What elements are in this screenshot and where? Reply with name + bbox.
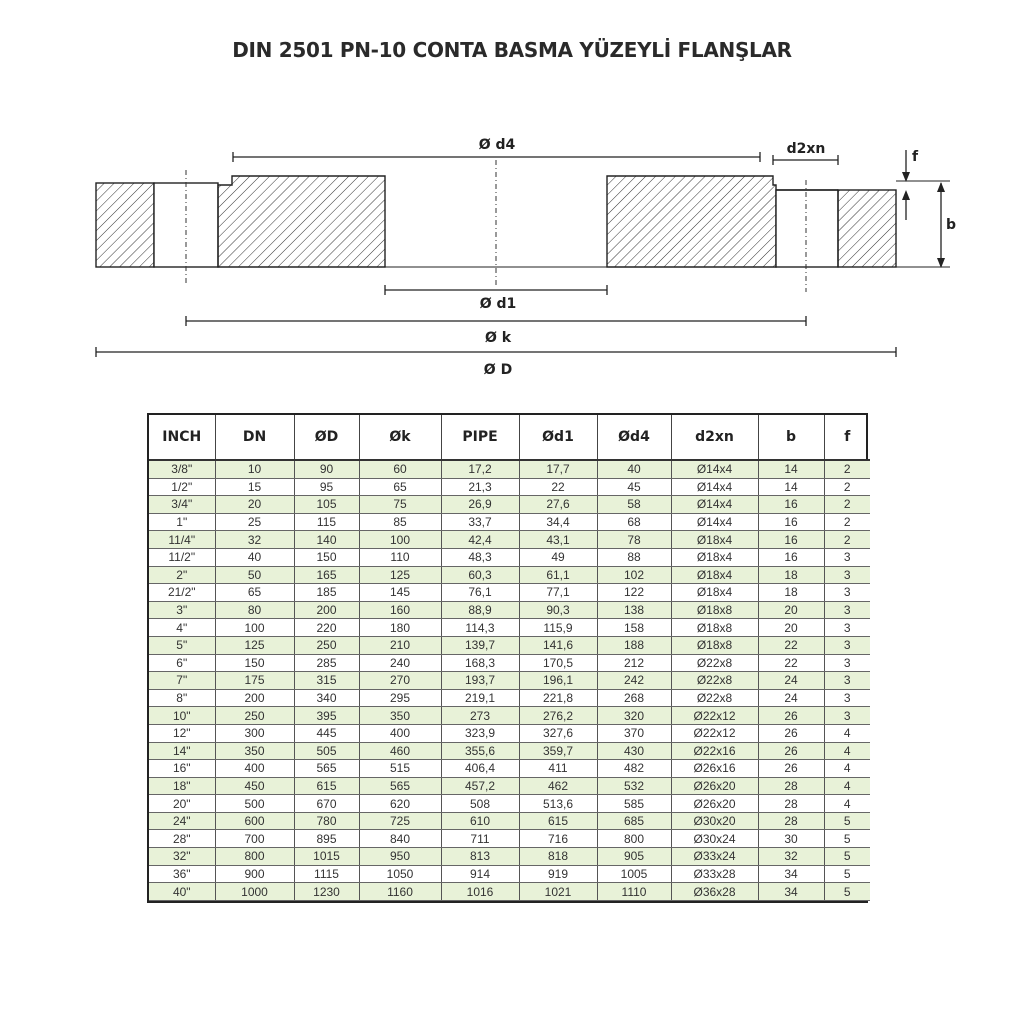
table-cell: 40 [597,460,671,478]
table-cell: 34 [758,883,824,901]
table-cell: 18" [149,777,215,795]
table-cell: 185 [294,584,359,602]
table-cell: 27,6 [519,496,597,514]
table-cell: 615 [294,777,359,795]
table-cell: 61,1 [519,566,597,584]
table-cell: 150 [294,548,359,566]
flange-dimensions-table-container [147,413,868,903]
table-cell: 140 [294,531,359,549]
table-cell: 4 [824,724,870,742]
table-cell: 800 [597,830,671,848]
table-cell: 60 [359,460,441,478]
table-cell: 180 [359,619,441,637]
table-cell: 26 [758,724,824,742]
table-cell: 196,1 [519,672,597,690]
table-cell: 170,5 [519,654,597,672]
label-D: Ø D [483,362,513,378]
table-row [149,742,870,760]
table-cell: 28 [758,812,824,830]
table-cell: Ø33x28 [671,865,758,883]
table-cell: 141,6 [519,636,597,654]
table-cell: 895 [294,830,359,848]
table-cell: 95 [294,478,359,496]
table-cell: 125 [359,566,441,584]
table-cell: 34 [758,865,824,883]
table-cell: Ø26x20 [671,777,758,795]
table-cell: 813 [441,848,519,866]
column-header: b [758,415,824,460]
table-cell: 615 [519,812,597,830]
table-cell: 122 [597,584,671,602]
table-cell: 200 [294,601,359,619]
table-cell: 145 [359,584,441,602]
table-row [149,496,870,514]
table-cell: 2 [824,531,870,549]
table-cell: 565 [359,777,441,795]
table-row [149,566,870,584]
column-header: f [824,415,870,460]
table-cell: 7" [149,672,215,690]
table-cell: Ø18x8 [671,619,758,637]
table-cell: 2 [824,478,870,496]
table-cell: 200 [215,689,294,707]
table-cell: 4" [149,619,215,637]
table-cell: 21/2" [149,584,215,602]
table-cell: 919 [519,865,597,883]
table-cell: 3/4" [149,496,215,514]
table-cell: 600 [215,812,294,830]
table-cell: Ø14x4 [671,460,758,478]
table-cell: 85 [359,513,441,531]
table-cell: Ø14x4 [671,478,758,496]
table-cell: 1021 [519,883,597,901]
table-cell: 24" [149,812,215,830]
label-d1: Ø d1 [479,296,517,312]
table-cell: 276,2 [519,707,597,725]
table-cell: 340 [294,689,359,707]
table-cell: 100 [359,531,441,549]
table-row [149,689,870,707]
table-cell: 4 [824,742,870,760]
table-cell: 88,9 [441,601,519,619]
table-cell: 315 [294,672,359,690]
table-cell: 4 [824,777,870,795]
table-cell: 115 [294,513,359,531]
table-cell: 22 [519,478,597,496]
table-cell: 45 [597,478,671,496]
table-cell: 5 [824,883,870,901]
table-cell: 840 [359,830,441,848]
table-cell: 370 [597,724,671,742]
table-cell: 16 [758,496,824,514]
table-cell: Ø22x8 [671,672,758,690]
table-cell: 34,4 [519,513,597,531]
table-cell: Ø18x4 [671,566,758,584]
table-cell: 1160 [359,883,441,901]
label-d2xn: d2xn [786,141,826,157]
table-cell: 2 [824,460,870,478]
table-cell: 685 [597,812,671,830]
table-cell: 3" [149,601,215,619]
table-cell: 8" [149,689,215,707]
table-cell: 1110 [597,883,671,901]
table-cell: 50 [215,566,294,584]
table-cell: 32 [758,848,824,866]
flange-dimensions-table [149,415,870,901]
table-cell: 2 [824,513,870,531]
table-cell: Ø22x8 [671,689,758,707]
table-cell: 268 [597,689,671,707]
table-row [149,830,870,848]
table-row [149,460,870,478]
table-cell: Ø22x12 [671,707,758,725]
table-cell: 515 [359,760,441,778]
table-cell: 273 [441,707,519,725]
table-row [149,795,870,813]
table-cell: 3 [824,689,870,707]
table-cell: 76,1 [441,584,519,602]
table-cell: 2 [824,496,870,514]
table-cell: 270 [359,672,441,690]
table-cell: 585 [597,795,671,813]
table-cell: 110 [359,548,441,566]
table-cell: 950 [359,848,441,866]
table-cell: 16 [758,548,824,566]
table-header-row [149,415,870,460]
table-cell: 14" [149,742,215,760]
table-row [149,707,870,725]
table-cell: 125 [215,636,294,654]
table-cell: 40" [149,883,215,901]
label-f: f [912,149,919,165]
table-cell: 5 [824,865,870,883]
table-cell: 24 [758,689,824,707]
table-row [149,865,870,883]
table-cell: 295 [359,689,441,707]
table-cell: 33,7 [441,513,519,531]
table-row [149,883,870,901]
table-cell: 818 [519,848,597,866]
table-cell: Ø30x24 [671,830,758,848]
table-cell: 42,4 [441,531,519,549]
table-cell: 355,6 [441,742,519,760]
table-cell: Ø26x20 [671,795,758,813]
column-header: Ød4 [597,415,671,460]
table-cell: 4 [824,795,870,813]
table-cell: 115,9 [519,619,597,637]
table-cell: 26 [758,742,824,760]
table-cell: 700 [215,830,294,848]
table-cell: 12" [149,724,215,742]
table-cell: 16" [149,760,215,778]
table-row [149,672,870,690]
table-cell: 28 [758,777,824,795]
table-cell: 285 [294,654,359,672]
table-cell: 3 [824,654,870,672]
table-cell: 43,1 [519,531,597,549]
table-row [149,548,870,566]
table-cell: Ø33x24 [671,848,758,866]
table-cell: Ø22x12 [671,724,758,742]
table-cell: Ø18x8 [671,636,758,654]
table-cell: 711 [441,830,519,848]
table-cell: 14 [758,460,824,478]
table-cell: 40 [215,548,294,566]
table-cell: 20" [149,795,215,813]
table-cell: 90 [294,460,359,478]
table-row [149,848,870,866]
table-row [149,584,870,602]
table-cell: 220 [294,619,359,637]
table-cell: 240 [359,654,441,672]
table-cell: 58 [597,496,671,514]
table-cell: 3 [824,601,870,619]
column-header: ØD [294,415,359,460]
table-cell: 49 [519,548,597,566]
table-cell: 780 [294,812,359,830]
column-header: PIPE [441,415,519,460]
table-cell: 1115 [294,865,359,883]
table-cell: Ø18x4 [671,548,758,566]
table-cell: 3 [824,707,870,725]
table-cell: 25 [215,513,294,531]
table-cell: 800 [215,848,294,866]
table-cell: 3 [824,636,870,654]
table-cell: Ø18x8 [671,601,758,619]
table-cell: 482 [597,760,671,778]
table-cell: 460 [359,742,441,760]
table-cell: 65 [215,584,294,602]
table-cell: 78 [597,531,671,549]
table-cell: Ø18x4 [671,584,758,602]
table-cell: 359,7 [519,742,597,760]
table-cell: 10 [215,460,294,478]
column-header: DN [215,415,294,460]
table-cell: 22 [758,654,824,672]
table-cell: 165 [294,566,359,584]
label-b: b [946,217,957,233]
page-title: DIN 2501 PN-10 CONTA BASMA YÜZEYLİ FLANŞLAR [232,38,792,62]
table-cell: 3 [824,548,870,566]
table-cell: 716 [519,830,597,848]
table-cell: 500 [215,795,294,813]
table-cell: 250 [215,707,294,725]
table-cell: 350 [215,742,294,760]
table-cell: 17,2 [441,460,519,478]
table-cell: 26,9 [441,496,519,514]
table-cell: 26 [758,707,824,725]
table-cell: 565 [294,760,359,778]
table-cell: 16 [758,513,824,531]
table-cell: 221,8 [519,689,597,707]
table-cell: 193,7 [441,672,519,690]
label-k: Ø k [484,330,512,346]
table-cell: 462 [519,777,597,795]
table-row [149,619,870,637]
column-header: Ød1 [519,415,597,460]
table-cell: 102 [597,566,671,584]
table-cell: Ø14x4 [671,496,758,514]
table-cell: 36" [149,865,215,883]
table-cell: 6" [149,654,215,672]
table-cell: 30 [758,830,824,848]
table-cell: 28 [758,795,824,813]
table-cell: 300 [215,724,294,742]
table-cell: 3 [824,584,870,602]
column-header: Øk [359,415,441,460]
table-cell: 3 [824,672,870,690]
table-cell: Ø26x16 [671,760,758,778]
table-cell: 65 [359,478,441,496]
table-cell: 1016 [441,883,519,901]
table-cell: 3 [824,566,870,584]
table-cell: 327,6 [519,724,597,742]
column-header: INCH [149,415,215,460]
table-cell: 17,7 [519,460,597,478]
table-cell: 11/2" [149,548,215,566]
table-cell: 10" [149,707,215,725]
label-d4: Ø d4 [478,137,516,153]
table-cell: 68 [597,513,671,531]
table-cell: 16 [758,531,824,549]
table-cell: 620 [359,795,441,813]
table-cell: Ø22x8 [671,654,758,672]
table-cell: 80 [215,601,294,619]
table-cell: Ø30x20 [671,812,758,830]
table-row [149,777,870,795]
table-cell: 350 [359,707,441,725]
table-cell: 24 [758,672,824,690]
table-cell: 320 [597,707,671,725]
table-cell: 158 [597,619,671,637]
table-cell: 11/4" [149,531,215,549]
table-cell: 75 [359,496,441,514]
table-cell: 1005 [597,865,671,883]
table-cell: Ø36x28 [671,883,758,901]
table-cell: 105 [294,496,359,514]
table-cell: 3 [824,619,870,637]
table-cell: 250 [294,636,359,654]
table-cell: 60,3 [441,566,519,584]
table-cell: 508 [441,795,519,813]
table-cell: 48,3 [441,548,519,566]
table-cell: 411 [519,760,597,778]
table-cell: 14 [758,478,824,496]
table-row [149,513,870,531]
table-cell: 18 [758,566,824,584]
table-cell: 20 [758,619,824,637]
table-cell: 1050 [359,865,441,883]
table-cell: 450 [215,777,294,795]
table-cell: 22 [758,636,824,654]
table-cell: 242 [597,672,671,690]
table-cell: 513,6 [519,795,597,813]
table-cell: 905 [597,848,671,866]
table-cell: 32" [149,848,215,866]
table-cell: 212 [597,654,671,672]
flange-cross-section-drawing [0,0,1024,400]
table-cell: 77,1 [519,584,597,602]
table-cell: 670 [294,795,359,813]
table-cell: 914 [441,865,519,883]
table-cell: 406,4 [441,760,519,778]
table-cell: 18 [758,584,824,602]
table-cell: 445 [294,724,359,742]
table-cell: 532 [597,777,671,795]
table-cell: 20 [758,601,824,619]
table-cell: 505 [294,742,359,760]
table-cell: 188 [597,636,671,654]
table-cell: 4 [824,760,870,778]
table-cell: 139,7 [441,636,519,654]
table-cell: 210 [359,636,441,654]
dimension-arrows [902,172,945,268]
table-cell: 88 [597,548,671,566]
table-cell: 2" [149,566,215,584]
table-cell: 26 [758,760,824,778]
table-cell: 175 [215,672,294,690]
table-cell: 900 [215,865,294,883]
table-cell: Ø14x4 [671,513,758,531]
table-cell: 20 [215,496,294,514]
table-cell: 28" [149,830,215,848]
table-row [149,531,870,549]
table-cell: 32 [215,531,294,549]
table-cell: 21,3 [441,478,519,496]
table-cell: 457,2 [441,777,519,795]
table-cell: 114,3 [441,619,519,637]
table-cell: 1230 [294,883,359,901]
table-cell: 1" [149,513,215,531]
table-row [149,812,870,830]
table-cell: Ø22x16 [671,742,758,760]
column-header: d2xn [671,415,758,460]
table-row [149,636,870,654]
table-cell: 150 [215,654,294,672]
table-cell: 1015 [294,848,359,866]
table-cell: 138 [597,601,671,619]
table-cell: 430 [597,742,671,760]
table-cell: 395 [294,707,359,725]
table-row [149,654,870,672]
table-cell: 323,9 [441,724,519,742]
table-row [149,724,870,742]
table-cell: 5 [824,812,870,830]
table-cell: 100 [215,619,294,637]
table-cell: 160 [359,601,441,619]
table-cell: 5 [824,848,870,866]
table-row [149,760,870,778]
table-cell: 400 [215,760,294,778]
table-body [149,460,870,900]
table-cell: 400 [359,724,441,742]
table-cell: 5 [824,830,870,848]
table-cell: 1000 [215,883,294,901]
table-cell: 725 [359,812,441,830]
table-cell: Ø18x4 [671,531,758,549]
table-cell: 90,3 [519,601,597,619]
table-cell: 1/2" [149,478,215,496]
table-cell: 168,3 [441,654,519,672]
table-row [149,601,870,619]
table-cell: 610 [441,812,519,830]
table-cell: 219,1 [441,689,519,707]
table-cell: 3/8" [149,460,215,478]
table-row [149,478,870,496]
table-cell: 15 [215,478,294,496]
table-cell: 5" [149,636,215,654]
